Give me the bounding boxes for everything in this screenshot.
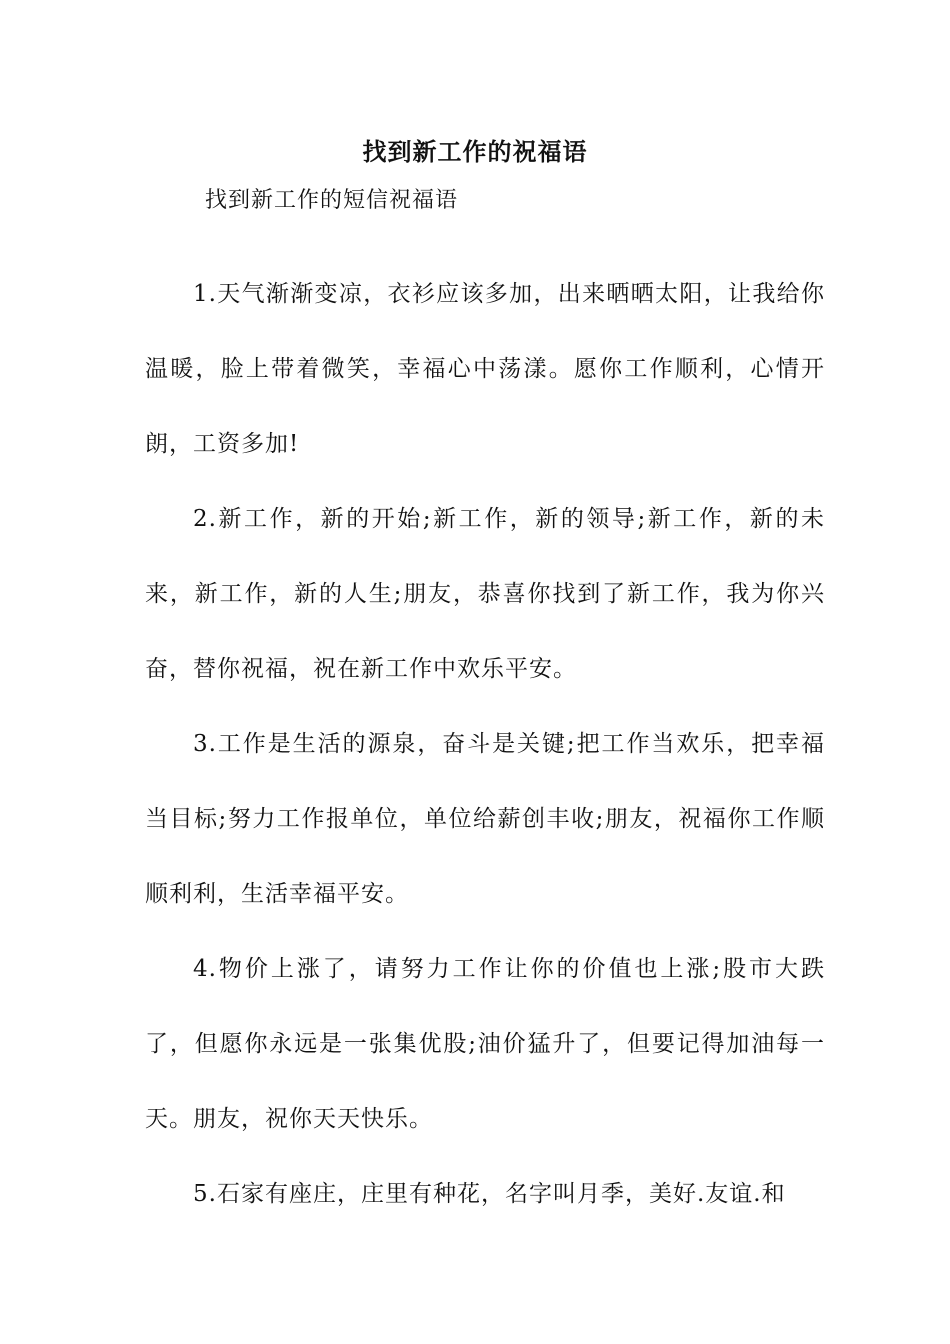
paragraph-4: 4.物价上涨了，请努力工作让你的价值也上涨;股市大跌了，但愿你永远是一张集优股;油价猛升了，但要记得加油每一天。朋友，祝你天天快乐。 xyxy=(145,956,825,1132)
paragraph-5: 5.石家有座庄，庄里有种花，名字叫月季，美好.友谊.和 xyxy=(193,1181,786,1207)
document-title: 找到新工作的祝福语 xyxy=(362,137,588,166)
document-body xyxy=(145,257,825,1232)
paragraph-3: 3.工作是生活的源泉，奋斗是关键;把工作当欢乐，把幸福当目标;努力工作报单位，单位给薪创丰收;朋友，祝福你工作顺顺利利，生活幸福平安。 xyxy=(145,731,825,907)
paragraph-1: 1.天气渐渐变凉，衣衫应该多加，出来晒晒太阳，让我给你温暖，脸上带着微笑，幸福心中荡漾。愿你工作顺利，心情开朗，工资多加! xyxy=(145,281,825,457)
document-subtitle: 找到新工作的短信祝福语 xyxy=(205,188,459,213)
paragraph-2: 2.新工作，新的开始;新工作，新的领导;新工作，新的未来，新工作，新的人生;朋友，恭喜你找到了新工作，我为你兴奋，替你祝福，祝在新工作中欢乐平安。 xyxy=(145,506,825,682)
